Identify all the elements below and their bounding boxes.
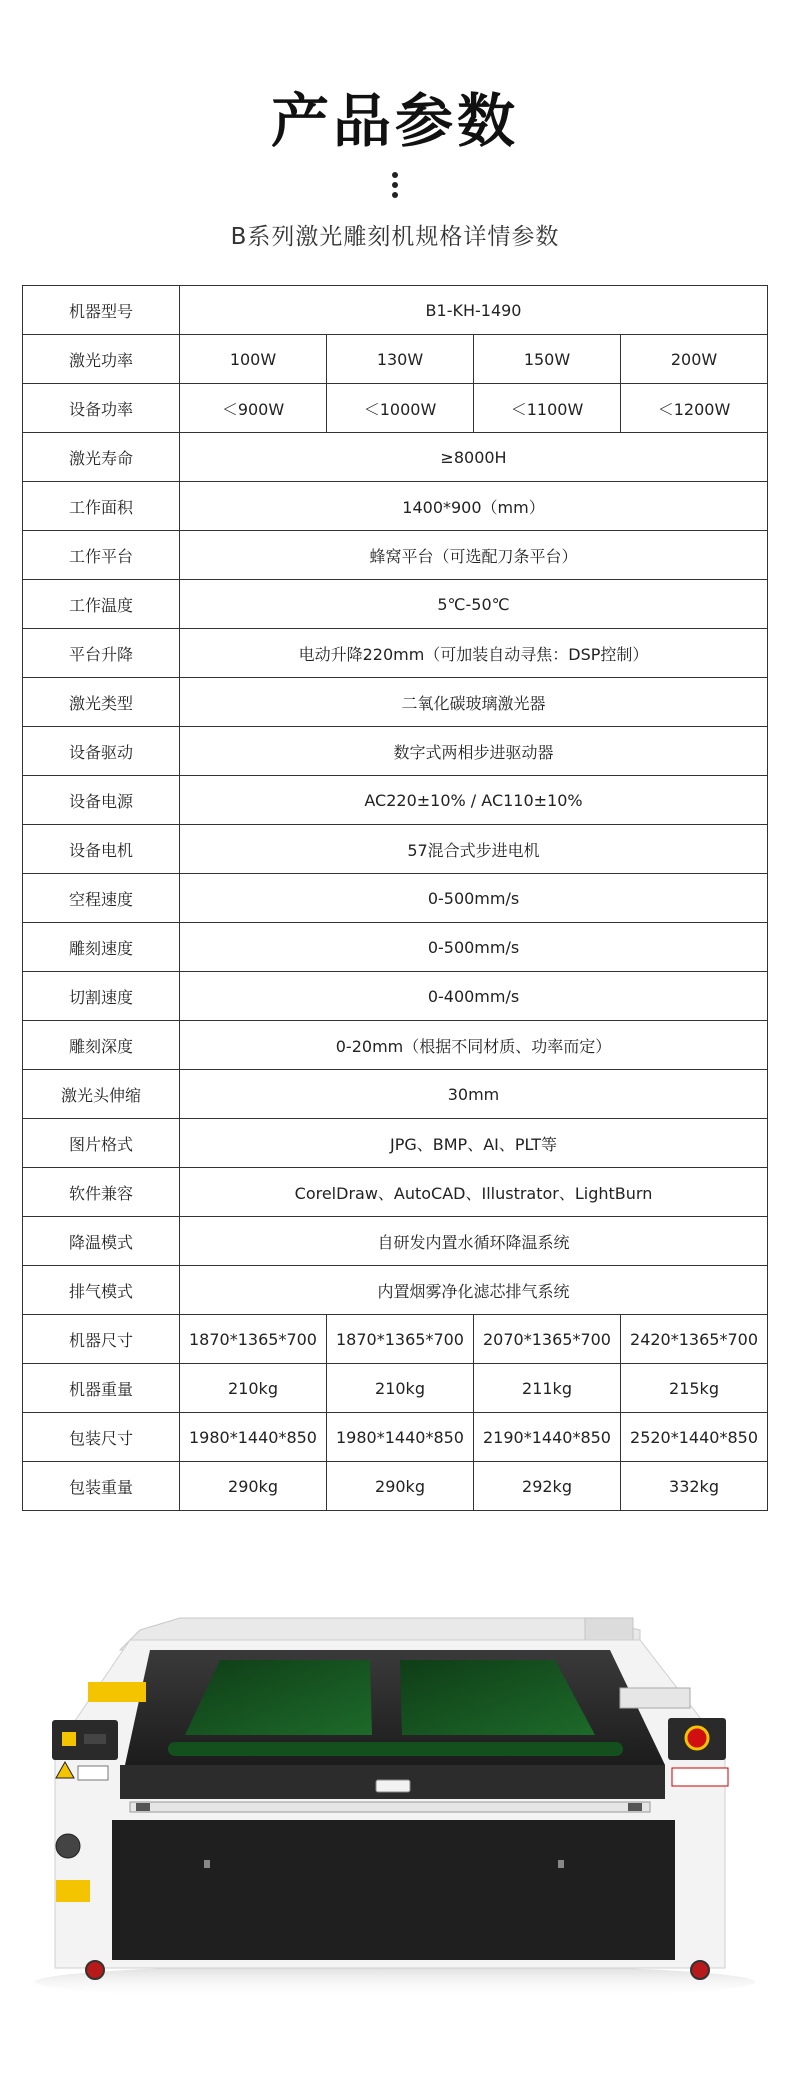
rail-marker-right (628, 1803, 642, 1811)
spec-label: 平台升降 (23, 629, 180, 678)
spec-value: 电动升降220mm（可加装自动寻焦：DSP控制） (180, 629, 768, 678)
spec-value: 292kg (474, 1462, 621, 1511)
table-row (23, 972, 768, 1021)
spec-value: CorelDraw、AutoCAD、Illustrator、LightBurn (180, 1168, 768, 1217)
table-row (23, 1462, 768, 1511)
table-row (23, 1315, 768, 1364)
table-row (23, 580, 768, 629)
spec-label: 设备电机 (23, 825, 180, 874)
spec-value: 内置烟雾净化滤芯排气系统 (180, 1266, 768, 1315)
spec-value: 30mm (180, 1070, 768, 1119)
spec-label: 激光寿命 (23, 433, 180, 482)
spec-value: 1980*1440*850 (327, 1413, 474, 1462)
side-warning-label (56, 1880, 90, 1902)
spec-value: 290kg (180, 1462, 327, 1511)
spec-value: 0-20mm（根据不同材质、功率而定） (180, 1021, 768, 1070)
table-row (23, 776, 768, 825)
spec-value: 5℃-50℃ (180, 580, 768, 629)
table-row (23, 335, 768, 384)
drawer-lock-right (558, 1860, 564, 1868)
spec-label: 设备电源 (23, 776, 180, 825)
spec-label: 机器重量 (23, 1364, 180, 1413)
spec-value: ＜900W (180, 384, 327, 433)
laser-engraver-machine-image (0, 1590, 790, 2010)
spec-value: 100W (180, 335, 327, 384)
spec-label: 软件兼容 (23, 1168, 180, 1217)
spec-value: 332kg (621, 1462, 768, 1511)
ammeter-dial (56, 1834, 80, 1858)
spec-value: ≥8000H (180, 433, 768, 482)
spec-label: 激光类型 (23, 678, 180, 727)
spec-value: 自研发内置水循环降温系统 (180, 1217, 768, 1266)
divider-dots (392, 172, 398, 202)
spec-label: 雕刻速度 (23, 923, 180, 972)
spec-label: 包装尺寸 (23, 1413, 180, 1462)
table-row (23, 1070, 768, 1119)
table-row (23, 1168, 768, 1217)
spec-value: 130W (327, 335, 474, 384)
spec-value: ＜1200W (621, 384, 768, 433)
spec-value: 210kg (180, 1364, 327, 1413)
spec-label: 设备驱动 (23, 727, 180, 776)
table-row (23, 923, 768, 972)
table-row (23, 727, 768, 776)
spec-label: 工作温度 (23, 580, 180, 629)
right-warning-label (672, 1768, 728, 1786)
spec-value: 1870*1365*700 (327, 1315, 474, 1364)
dot (392, 192, 398, 198)
spec-value: 57混合式步进电机 (180, 825, 768, 874)
page-title: 产品参数 (270, 87, 519, 155)
spec-label: 降温模式 (23, 1217, 180, 1266)
spec-label: 排气模式 (23, 1266, 180, 1315)
table-row (23, 1413, 768, 1462)
spec-label: 机器型号 (23, 286, 180, 335)
lid-slot (168, 1742, 623, 1756)
spec-value: 2190*1440*850 (474, 1413, 621, 1462)
spec-value: 150W (474, 335, 621, 384)
floor-shadow (35, 1964, 755, 2000)
wheel-right (691, 1961, 709, 1979)
spec-label: 工作面积 (23, 482, 180, 531)
spec-label: 图片格式 (23, 1119, 180, 1168)
spec-label: 工作平台 (23, 531, 180, 580)
spec-value: 0-400mm/s (180, 972, 768, 1021)
spec-value: 1870*1365*700 (180, 1315, 327, 1364)
spec-value: 210kg (327, 1364, 474, 1413)
wheel-left (86, 1961, 104, 1979)
table-row (23, 1119, 768, 1168)
table-row (23, 482, 768, 531)
spec-value: 0-500mm/s (180, 874, 768, 923)
emergency-stop-button (686, 1727, 708, 1749)
drawer-lock-left (204, 1860, 210, 1868)
spec-value: ＜1100W (474, 384, 621, 433)
table-row (23, 825, 768, 874)
table-row (23, 678, 768, 727)
spec-label: 切割速度 (23, 972, 180, 1021)
spec-table-body (23, 286, 768, 1511)
spec-value: 2520*1440*850 (621, 1413, 768, 1462)
front-rail (130, 1802, 650, 1812)
control-panel (620, 1688, 690, 1708)
spec-value: 290kg (327, 1462, 474, 1511)
spec-label: 机器尺寸 (23, 1315, 180, 1364)
spec-value: 0-500mm/s (180, 923, 768, 972)
table-row (23, 384, 768, 433)
spec-label: 包装重量 (23, 1462, 180, 1511)
table-row (23, 1266, 768, 1315)
warning-label-left (88, 1682, 146, 1702)
spec-value: B1-KH-1490 (180, 286, 768, 335)
spec-table (22, 285, 768, 1511)
spec-value: 2070*1365*700 (474, 1315, 621, 1364)
spec-value: 215kg (621, 1364, 768, 1413)
table-row (23, 531, 768, 580)
table-row (23, 286, 768, 335)
table-row (23, 1217, 768, 1266)
spec-label: 激光功率 (23, 335, 180, 384)
page-subtitle: B系列激光雕刻机规格详情参数 (230, 224, 560, 250)
spec-value: 蜂窝平台（可选配刀条平台） (180, 531, 768, 580)
lid-handle (376, 1780, 410, 1792)
table-row (23, 433, 768, 482)
spec-label: 雕刻深度 (23, 1021, 180, 1070)
table-row (23, 874, 768, 923)
dot (392, 182, 398, 188)
spec-value: JPG、BMP、AI、PLT等 (180, 1119, 768, 1168)
spec-label: 激光头伸缩 (23, 1070, 180, 1119)
spec-value: 数字式两相步进驱动器 (180, 727, 768, 776)
spec-value: 1980*1440*850 (180, 1413, 327, 1462)
spec-value: 2420*1365*700 (621, 1315, 768, 1364)
lower-cabinet (112, 1820, 675, 1960)
spec-value: AC220±10% / AC110±10% (180, 776, 768, 825)
table-row (23, 629, 768, 678)
spec-value: 211kg (474, 1364, 621, 1413)
table-row (23, 1364, 768, 1413)
spec-value: 1400*900（mm） (180, 482, 768, 531)
spec-label: 设备功率 (23, 384, 180, 433)
spec-value: 200W (621, 335, 768, 384)
table-row (23, 1021, 768, 1070)
power-key (62, 1732, 76, 1746)
spec-label: 空程速度 (23, 874, 180, 923)
power-switch (84, 1734, 106, 1744)
rail-marker-left (136, 1803, 150, 1811)
spec-value: 二氧化碳玻璃激光器 (180, 678, 768, 727)
spec-value: ＜1000W (327, 384, 474, 433)
info-sticker (78, 1766, 108, 1780)
dot (392, 172, 398, 178)
